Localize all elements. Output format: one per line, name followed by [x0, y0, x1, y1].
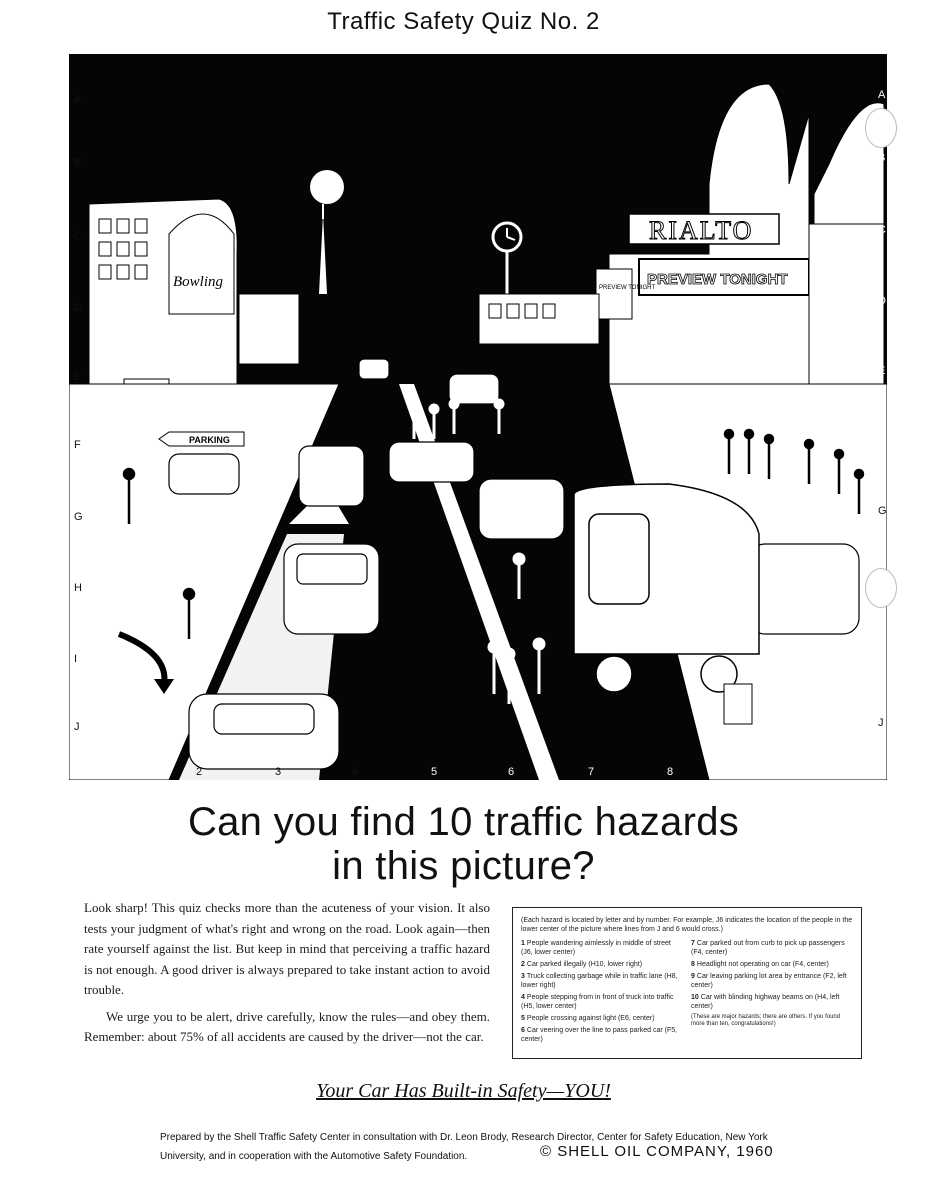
copyright: © SHELL OIL COMPANY, 1960: [540, 1143, 774, 1160]
side-marquee-text: PREVIEW TONIGHT: [599, 285, 656, 291]
row-label: B: [878, 152, 886, 164]
row-label: C: [74, 230, 82, 242]
answer-key-item: 7 Car parked out from curb to pick up passengers (F4, center): [691, 940, 845, 956]
answer-key-item: 6 Car veering over the line to pass parked car (F5, center): [521, 1027, 678, 1043]
col-label: 3: [275, 766, 282, 778]
col-label: 10: [826, 766, 839, 778]
col-label: 2: [196, 766, 203, 778]
answer-key-box: [512, 907, 862, 1059]
headline-line-2: in this picture?: [332, 844, 595, 888]
body-paragraph-1: Look sharp! This quiz checks more than the acuteness of your vision. It also tests your judgment of what's right and wrong on the road. Look again—then rate yourself against the list. But keep in mind that perceiving a traffic hazard is not enough. A good driver is always prepared to take instant action to avoid trouble.: [84, 900, 490, 997]
row-label: I: [74, 653, 78, 665]
row-label: H: [74, 582, 82, 594]
page-title: Traffic Safety Quiz No. 2: [327, 8, 600, 35]
row-label: B: [74, 157, 82, 169]
body-text: [84, 898, 490, 1048]
col-label: 7: [588, 766, 595, 778]
marquee-text: PREVIEW TONIGHT: [647, 271, 788, 288]
col-label: 6: [508, 766, 515, 778]
answer-key-intro: (Each hazard is located by letter and by number. For example, J6 indicates the location of the people in the lower center of the picture where lines from J and 6 would cross.): [521, 917, 853, 933]
answer-key-item: 1 People wandering aimlessly in middle of street (J6, lower center): [521, 940, 671, 956]
answer-key-item: 9 Car leaving parking lot area by entrance (F2, left center): [691, 973, 847, 989]
answer-key-item: 5 People crossing against light (E6, center): [521, 1015, 655, 1022]
answer-key-item: 8 Headlight not operating on car (F4, center): [691, 961, 829, 968]
answer-key-item: 10 Car with blinding highway beams on (H4, left center): [691, 994, 840, 1010]
row-label: J: [878, 717, 884, 729]
binder-hole: [865, 568, 897, 608]
answer-key-item: 3 Truck collecting garbage while in traffic lane (H8, lower right): [521, 973, 678, 989]
row-label: E: [74, 371, 82, 383]
answer-key-item: 2 Car parked illegally (H10, lower right): [521, 961, 643, 968]
row-label: G: [74, 511, 83, 523]
bowling-sign: Bowling: [173, 274, 224, 290]
parking-arrow-sign: PARKING: [189, 435, 230, 445]
headline-line-1: Can you find 10 traffic hazards: [187, 800, 740, 844]
rialto-sign: RIALTO: [649, 216, 754, 245]
row-label: D: [878, 295, 886, 307]
row-label: I: [878, 647, 882, 659]
row-label: C: [878, 224, 886, 236]
headline: [0, 800, 927, 888]
col-label: 9: [744, 766, 751, 778]
body-paragraph-2: We urge you to be alert, drive carefully, know the rules—and obey them. Remember: about 75% of all accidents are caused by the driver—not the car.: [84, 1008, 490, 1044]
street-scene: [69, 54, 887, 780]
answer-key-right-column: [691, 939, 853, 1047]
row-label: A: [74, 94, 82, 106]
row-label: E: [878, 365, 886, 377]
row-label: J: [74, 721, 80, 733]
row-label: G: [878, 505, 887, 517]
row-label: D: [74, 302, 82, 314]
row-label: F: [74, 439, 81, 451]
col-label: 8: [667, 766, 674, 778]
row-label: F: [878, 435, 885, 447]
answer-key-left-column: [521, 939, 683, 1047]
answer-key-item: 4 People stepping from in front of truck into traffic (H5, lower center): [521, 994, 674, 1010]
col-label: 1: [119, 766, 126, 778]
binder-hole: [865, 108, 897, 148]
col-label: 5: [431, 766, 438, 778]
row-label: A: [878, 89, 886, 101]
tagline: Your Car Has Built-in Safety—YOU!: [316, 1080, 611, 1102]
quiz-illustration: [69, 54, 887, 780]
credits-text: Prepared by the Shell Traffic Safety Center in consultation with Dr. Leon Brody, Research Director, Center for Safety Education, New York University, and in cooperation with the Automotive Safety Foundation.: [160, 1132, 768, 1162]
col-label: 4: [352, 766, 359, 778]
answer-key-columns: [521, 939, 853, 1047]
answer-key-note: (These are major hazards; there are others. If you found more than ten, congratulations!): [691, 1014, 841, 1027]
